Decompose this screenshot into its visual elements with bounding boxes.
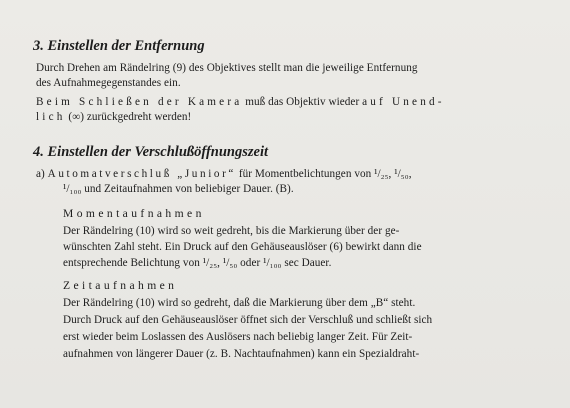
warning-text-end: (∞) zurückgedreht werden!: [65, 111, 192, 123]
item-a-prefix: a): [36, 168, 48, 180]
item-a-text: für Momentbelichtungen von ¹/₂₅, ¹/₅₀,: [235, 168, 412, 180]
section-3-warning-line-1: [36, 96, 445, 108]
moment-subheading: Momentaufnahmen: [63, 207, 205, 220]
zeit-line-2: Durch Druck auf den Gehäuseauslöser öffnet sich der Verschluß und schließt sich: [63, 314, 433, 326]
junior-spaced-text: Automatverschluß „Junior“: [47, 168, 236, 180]
warning-spaced-lich: lich: [36, 111, 66, 123]
section-3-warning-line-2: [36, 111, 191, 123]
section-4a-line-2: ¹/₁₀₀ und Zeitaufnahmen von beliebiger Dauer. (B).: [63, 183, 294, 195]
section-4a-line-1: [36, 168, 412, 180]
section-3-line-2: des Aufnahmegegenstandes ein.: [36, 77, 181, 89]
warning-spaced-text-2: auf Unend-: [362, 96, 445, 108]
warning-text: muß das Objektiv wieder: [242, 96, 363, 108]
section-3-heading: 3. Einstellen der Entfernung: [33, 38, 205, 54]
section-3-line-1: Durch Drehen am Rändelring (9) des Objektives stellt man die jeweilige Entfernung: [36, 62, 418, 74]
warning-spaced-text: Beim Schließen der Kamera: [36, 96, 243, 108]
zeit-subheading: Zeitaufnahmen: [63, 279, 178, 292]
zeit-line-3: erst wieder beim Loslassen des Auslösers nach beliebig langer Zeit. Für Zeit-: [63, 331, 413, 343]
moment-line-3: entsprechende Belichtung von ¹/₂₅, ¹/₅₀ oder ¹/₁₀₀ sec Dauer.: [63, 257, 332, 269]
zeit-line-4: aufnahmen von längerer Dauer (z. B. Nachtaufnahmen) kann ein Spezialdraht-: [63, 348, 420, 360]
moment-line-1: Der Rändelring (10) wird so weit gedreht, bis die Markierung über der ge-: [63, 225, 400, 237]
zeit-line-1: Der Rändelring (10) wird so gedreht, daß die Markierung über dem „B“ steht.: [63, 297, 416, 309]
moment-line-2: wünschten Zahl steht. Ein Druck auf den Gehäuseauslöser (6) bewirkt dann die: [63, 241, 422, 253]
section-4-heading: 4. Einstellen der Verschlußöffnungszeit: [33, 144, 269, 160]
